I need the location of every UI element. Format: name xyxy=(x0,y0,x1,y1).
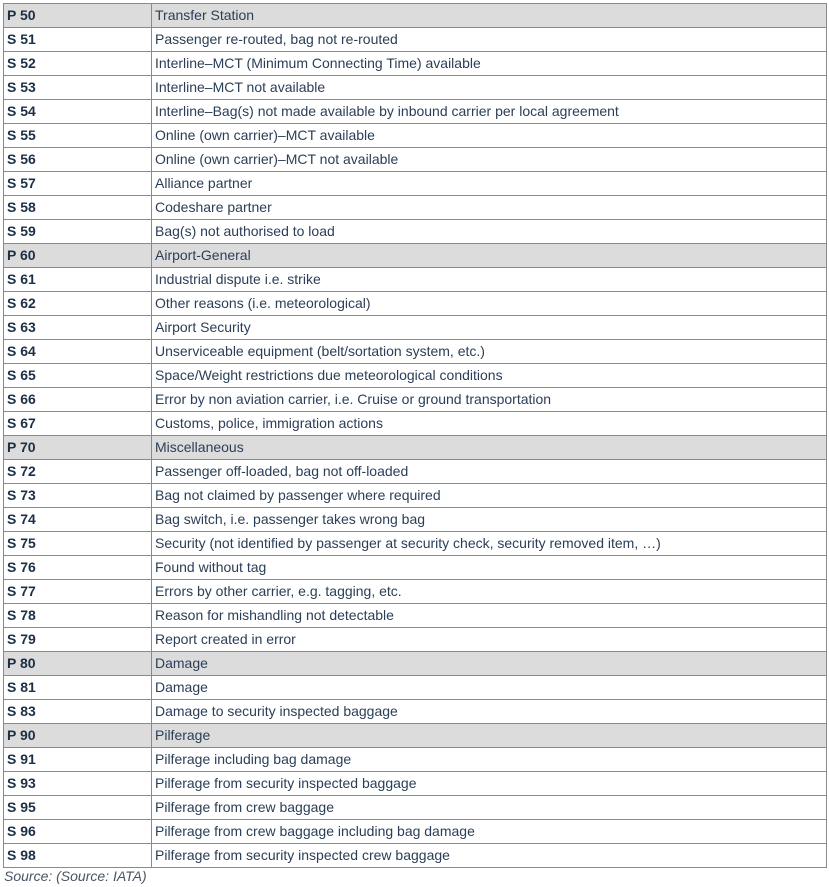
reason-description-cell: Airport Security xyxy=(152,316,827,340)
table-row xyxy=(4,628,827,652)
reason-description-cell: Codeshare partner xyxy=(152,196,827,220)
reason-code-cell: P 50 xyxy=(4,4,152,28)
table-row xyxy=(4,76,827,100)
table-row xyxy=(4,292,827,316)
reason-code-cell: S 54 xyxy=(4,100,152,124)
reason-code-cell: P 60 xyxy=(4,244,152,268)
table-row xyxy=(4,388,827,412)
table-row xyxy=(4,148,827,172)
reason-description-cell: Pilferage xyxy=(152,724,827,748)
reason-description-cell: Passenger re-routed, bag not re-routed xyxy=(152,28,827,52)
reason-code-cell: S 59 xyxy=(4,220,152,244)
reason-description-cell: Customs, police, immigration actions xyxy=(152,412,827,436)
reason-code-cell: S 79 xyxy=(4,628,152,652)
reason-description-cell: Alliance partner xyxy=(152,172,827,196)
reason-code-cell: S 74 xyxy=(4,508,152,532)
reason-code-cell: S 58 xyxy=(4,196,152,220)
table-row xyxy=(4,532,827,556)
table-row xyxy=(4,604,827,628)
reason-description-cell: Interline–MCT not available xyxy=(152,76,827,100)
reason-description-cell: Pilferage from security inspected crew baggage xyxy=(152,844,827,868)
reason-code-cell: S 61 xyxy=(4,268,152,292)
reason-codes-table-container xyxy=(3,3,827,868)
reason-code-cell: S 53 xyxy=(4,76,152,100)
reason-description-cell: Bag switch, i.e. passenger takes wrong bag xyxy=(152,508,827,532)
reason-description-cell: Passenger off-loaded, bag not off-loaded xyxy=(152,460,827,484)
table-row xyxy=(4,268,827,292)
reason-description-cell: Pilferage from security inspected baggage xyxy=(152,772,827,796)
reason-description-cell: Airport-General xyxy=(152,244,827,268)
reason-code-cell: S 56 xyxy=(4,148,152,172)
table-row xyxy=(4,316,827,340)
reason-description-cell: Interline–MCT (Minimum Connecting Time) available xyxy=(152,52,827,76)
reason-code-cell: S 93 xyxy=(4,772,152,796)
reason-description-cell: Error by non aviation carrier, i.e. Cruise or ground transportation xyxy=(152,388,827,412)
reason-code-cell: S 57 xyxy=(4,172,152,196)
table-row xyxy=(4,820,827,844)
reason-description-cell: Pilferage from crew baggage xyxy=(152,796,827,820)
reason-description-cell: Found without tag xyxy=(152,556,827,580)
table-row xyxy=(4,364,827,388)
reason-description-cell: Transfer Station xyxy=(152,4,827,28)
reason-code-cell: S 78 xyxy=(4,604,152,628)
reason-description-cell: Errors by other carrier, e.g. tagging, etc. xyxy=(152,580,827,604)
reason-code-cell: S 52 xyxy=(4,52,152,76)
reason-code-cell: P 70 xyxy=(4,436,152,460)
reason-code-cell: S 67 xyxy=(4,412,152,436)
reason-description-cell: Security (not identified by passenger at security check, security removed item, …) xyxy=(152,532,827,556)
reason-description-cell: Bag not claimed by passenger where required xyxy=(152,484,827,508)
reason-description-cell: Pilferage from crew baggage including bag damage xyxy=(152,820,827,844)
category-row xyxy=(4,436,827,460)
reason-description-cell: Reason for mishandling not detectable xyxy=(152,604,827,628)
table-row xyxy=(4,676,827,700)
reason-code-cell: S 95 xyxy=(4,796,152,820)
table-row xyxy=(4,556,827,580)
reason-description-cell: Damage to security inspected baggage xyxy=(152,700,827,724)
category-row xyxy=(4,652,827,676)
reason-description-cell: Space/Weight restrictions due meteorological conditions xyxy=(152,364,827,388)
reason-code-cell: S 63 xyxy=(4,316,152,340)
table-row xyxy=(4,772,827,796)
reason-description-cell: Other reasons (i.e. meteorological) xyxy=(152,292,827,316)
reason-code-cell: S 98 xyxy=(4,844,152,868)
table-row xyxy=(4,340,827,364)
table-row xyxy=(4,460,827,484)
table-row xyxy=(4,844,827,868)
reason-description-cell: Interline–Bag(s) not made available by inbound carrier per local agreement xyxy=(152,100,827,124)
reason-codes-table xyxy=(3,3,827,868)
reason-code-cell: S 72 xyxy=(4,460,152,484)
table-row xyxy=(4,580,827,604)
reason-description-cell: Pilferage including bag damage xyxy=(152,748,827,772)
table-row xyxy=(4,28,827,52)
reason-code-cell: S 96 xyxy=(4,820,152,844)
reason-description-cell: Damage xyxy=(152,676,827,700)
reason-code-cell: S 77 xyxy=(4,580,152,604)
category-row xyxy=(4,4,827,28)
reason-description-cell: Unserviceable equipment (belt/sortation system, etc.) xyxy=(152,340,827,364)
reason-description-cell: Miscellaneous xyxy=(152,436,827,460)
table-row xyxy=(4,508,827,532)
category-row xyxy=(4,724,827,748)
reason-code-cell: S 81 xyxy=(4,676,152,700)
reason-description-cell: Online (own carrier)–MCT not available xyxy=(152,148,827,172)
table-row xyxy=(4,412,827,436)
table-row xyxy=(4,196,827,220)
reason-code-cell: S 65 xyxy=(4,364,152,388)
table-row xyxy=(4,220,827,244)
reason-code-cell: S 76 xyxy=(4,556,152,580)
reason-code-cell: S 66 xyxy=(4,388,152,412)
reason-description-cell: Report created in error xyxy=(152,628,827,652)
category-row xyxy=(4,244,827,268)
reason-description-cell: Industrial dispute i.e. strike xyxy=(152,268,827,292)
reason-code-cell: S 73 xyxy=(4,484,152,508)
reason-code-cell: S 51 xyxy=(4,28,152,52)
reason-code-cell: P 80 xyxy=(4,652,152,676)
source-note: Source: (Source: IATA) xyxy=(4,868,147,884)
table-row xyxy=(4,484,827,508)
reason-code-cell: P 90 xyxy=(4,724,152,748)
reason-code-cell: S 55 xyxy=(4,124,152,148)
table-row xyxy=(4,100,827,124)
reason-description-cell: Online (own carrier)–MCT available xyxy=(152,124,827,148)
table-row xyxy=(4,796,827,820)
reason-description-cell: Bag(s) not authorised to load xyxy=(152,220,827,244)
reason-description-cell: Damage xyxy=(152,652,827,676)
reason-code-cell: S 62 xyxy=(4,292,152,316)
table-row xyxy=(4,172,827,196)
reason-codes-table-body xyxy=(4,4,827,868)
table-row xyxy=(4,52,827,76)
table-row xyxy=(4,700,827,724)
reason-code-cell: S 91 xyxy=(4,748,152,772)
reason-code-cell: S 75 xyxy=(4,532,152,556)
table-row xyxy=(4,748,827,772)
table-row xyxy=(4,124,827,148)
reason-code-cell: S 83 xyxy=(4,700,152,724)
reason-code-cell: S 64 xyxy=(4,340,152,364)
